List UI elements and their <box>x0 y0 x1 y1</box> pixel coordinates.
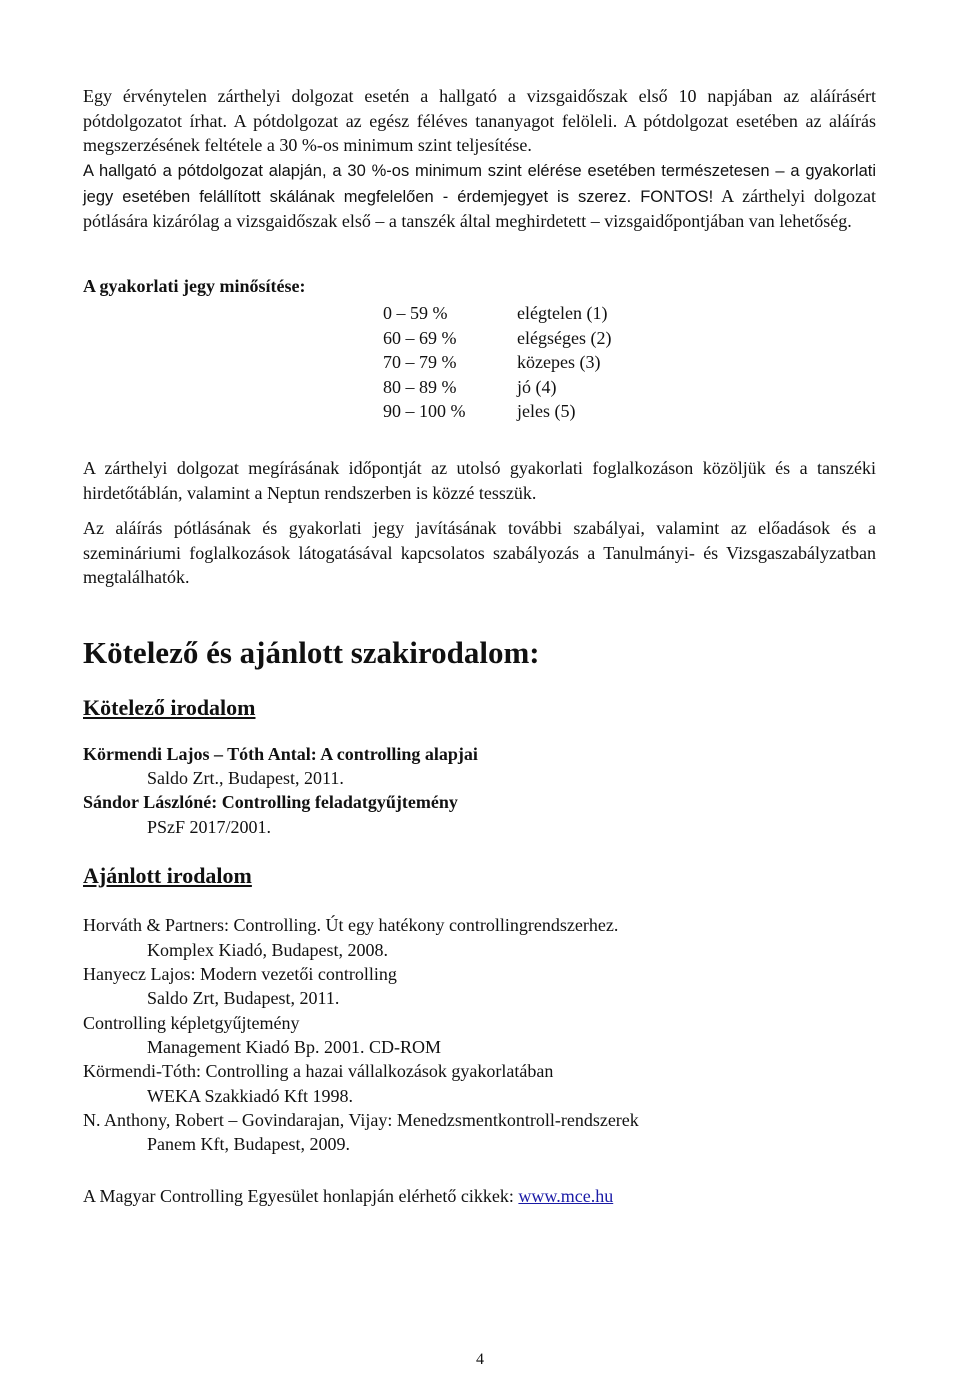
recommended-book-title: Controlling képletgyűjtemény <box>83 1013 300 1033</box>
web-resources-line <box>83 1184 613 1208</box>
recommended-literature-heading: Ajánlott irodalom <box>83 863 252 888</box>
grading-row <box>383 375 611 400</box>
grading-title: A gyakorlati jegy minősítése: <box>83 276 306 296</box>
recommended-book-title: N. Anthony, Robert – Govindarajan, Vijay: Menedzsmentkontroll-rendszerek <box>83 1110 639 1130</box>
mandatory-literature-heading: Kötelező irodalom <box>83 695 256 720</box>
grading-row <box>383 350 611 375</box>
grading-grade: elégtelen (1) <box>517 303 608 323</box>
grading-grade: jeles (5) <box>517 401 576 421</box>
mce-website-link[interactable]: www.mce.hu <box>518 1186 614 1206</box>
page-number: 4 <box>476 1351 484 1368</box>
paragraph-exam-date: A zárthelyi dolgozat megírásának időpontját az utolsó gyakorlati foglalkozáson közöljük és a tanszéki hirdetőtáblán, valamint a Neptun rendszerben is közzé tesszük. <box>83 458 876 503</box>
grading-range: 80 – 89 % <box>383 376 457 397</box>
paragraph-retake-grading <box>83 158 876 234</box>
grading-grade: jó (4) <box>517 376 557 397</box>
web-resources-text: A Magyar Controlling Egyesület honlapján elérhető cikkek: <box>83 1186 519 1206</box>
recommended-book-title: Horváth & Partners: Controlling. Út egy hatékony controllingrendszerhez. <box>83 915 619 935</box>
grading-range: 90 – 100 % <box>383 401 466 421</box>
recommended-book-title: Hanyecz Lajos: Modern vezetői controlling <box>83 964 397 984</box>
recommended-book-publisher: Panem Kft, Budapest, 2009. <box>147 1134 350 1154</box>
recommended-book-publisher: WEKA Szakkiadó Kft 1998. <box>147 1086 353 1106</box>
paragraph-retake-exam: Egy érvénytelen zárthelyi dolgozat esetén a hallgató a vizsgaidőszak első 10 napjában az aláírásért pótdolgozatot írhat. A pótdolgozat az egész féléves tananyagot felöleli. A pótdolgozat esetében az aláírás megszerzésének feltétele a 30 %-os minimum szint teljesítése. <box>83 86 876 156</box>
recommended-book-title: Körmendi-Tóth: Controlling a hazai vállalkozások gyakorlatában <box>83 1061 554 1081</box>
grading-grade: közepes (3) <box>517 352 601 372</box>
mandatory-book-title: Sándor Lászlóné: Controlling feladatgyűjtemény <box>83 792 458 812</box>
grading-row <box>383 326 611 351</box>
grading-row <box>383 399 611 424</box>
mandatory-book-publisher: Saldo Zrt., Budapest, 2011. <box>147 768 344 788</box>
grading-range: 70 – 79 % <box>383 352 457 372</box>
literature-heading: Kötelező és ajánlott szakirodalom: <box>83 635 540 670</box>
mandatory-book-title: Körmendi Lajos – Tóth Antal: A controlling alapjai <box>83 744 478 764</box>
recommended-book-publisher: Saldo Zrt, Budapest, 2011. <box>147 988 340 1008</box>
paragraph-retake-deadline: A zárthelyi dolgozat pótlására kizárólag a vizsgaidőszak első – a tanszék által meghirdetett – vizsgaidőpontjában van lehetőség. <box>83 185 876 232</box>
grading-range: 60 – 69 % <box>383 327 457 348</box>
grading-grade: elégséges (2) <box>517 327 612 348</box>
recommended-book-publisher: Komplex Kiadó, Budapest, 2008. <box>147 940 388 960</box>
paragraph-regulations: Az aláírás pótlásának és gyakorlati jegy javításának további szabályai, valamint az előadások és a szemináriumi foglalkozások látogatásával kapcsolatos szabályozás a Tanulmányi- és Vizsgaszabályzatban megtalálhatók. <box>83 518 876 588</box>
grading-row <box>383 301 611 326</box>
recommended-book-publisher: Management Kiadó Bp. 2001. CD-ROM <box>147 1037 441 1057</box>
grading-table <box>383 301 611 424</box>
paragraph-retake-grading-sans: A hallgató a pótdolgozat alapján, a 30 %-os minimum szint elérése esetében természetesen – a gyakorlati jegy esetében felállított skálának megfelelően - érdemjegyet is szerez. FONTOS! <box>83 162 876 206</box>
grading-range: 0 – 59 % <box>383 303 448 323</box>
mandatory-book-publisher: PSzF 2017/2001. <box>147 817 272 837</box>
